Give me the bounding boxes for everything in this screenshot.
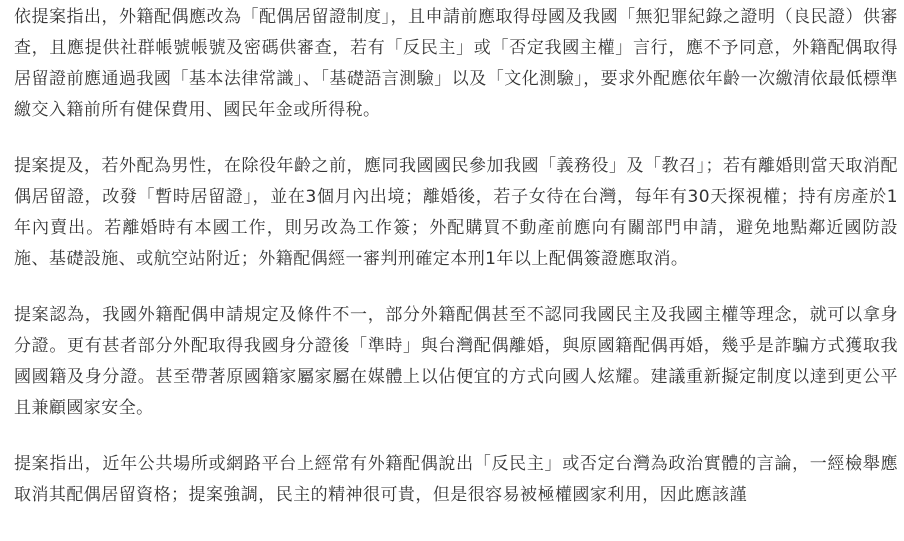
article-paragraph-2: 提案提及，若外配為男性，在除役年齡之前，應同我國國民參加我國「義務役」及「教召」；若有離婚則當天取消配偶居留證，改發「暫時居留證」，並在3個月內出境；離婚後，若子女待在台灣，每年有30天探視權；持有房產於1年內賣出。若離婚時有本國工作，則另改為工作簽；外配購買不動產前應向有關部門申請，避免地點鄰近國防設施、基礎設施、或航空站附近；外籍配偶經一審判刑確定本刑1年以上配偶簽證應取消。 — [14, 156, 898, 269]
article-paragraph-3: 提案認為，我國外籍配偶申請規定及條件不一，部分外籍配偶甚至不認同我國民主及我國主權等理念，就可以拿身分證。更有甚者部分外配取得我國身分證後「準時」與台灣配偶離婚，與原國籍配偶再婚，幾乎是詐騙方式獲取我國國籍及身分證。甚至帶著原國籍家屬家屬在媒體上以佔便宜的方式向國人炫耀。建議重新擬定制度以達到更公平且兼顧國家安全。 — [14, 305, 898, 418]
article-paragraph-1: 依提案指出，外籍配偶應改為「配偶居留證制度」，且申請前應取得母國及我國「無犯罪紀錄之證明（良民證）供審查，且應提供社群帳號帳號及密碼供審查，若有「反民主」或「否定我國主權」言行，應不予同意，外籍配偶取得居留證前應通過我國「基本法律常識」、「基礎語言測驗」以及「文化測驗」，要求外配應依年齡一次繳清依最低標準繳交入籍前所有健保費用、國民年金或所得稅。 — [14, 7, 898, 120]
article-paragraph-4: 提案指出，近年公共場所或網路平台上經常有外籍配偶說出「反民主」或否定台灣為政治實體的言論，一經檢舉應取消其配偶居留資格；提案強調，民主的精神很可貴，但是很容易被極權國家利用，因此應該謹 — [14, 454, 898, 505]
article-body — [14, 2, 898, 536]
